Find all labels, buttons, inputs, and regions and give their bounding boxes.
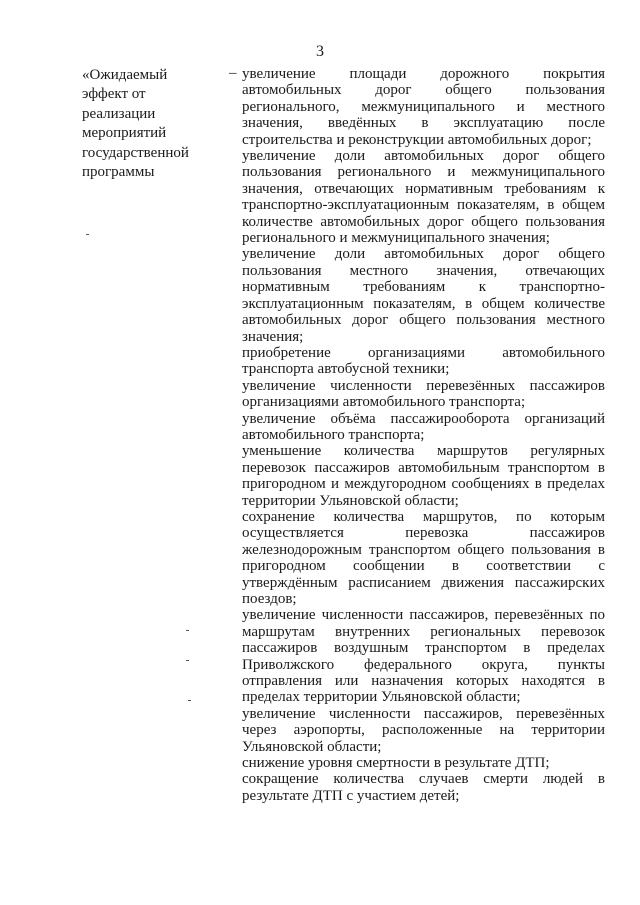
effect-item: приобретение организациями автомобильного транспорта автобусной техники; <box>242 344 605 378</box>
effect-item: увеличение численности пассажиров, перевезённых по маршрутам внутренних региональных перевозок пассажиров воздушным транспортом в пределах Приволжского федерального округа, пункты отправления или назначения которых находятся в пределах территории Ульяновской области; <box>242 607 605 706</box>
effect-item: снижение уровня смертности в результате ДТП; <box>242 755 550 772</box>
effect-item: сохранение количества маршрутов, по которым осуществляется перевозка пассажиров железнодорожным транспортом общего пользования в пригородном сообщении в соответствии с утверждённым расписанием движения пассажирских поездов; <box>242 508 605 607</box>
section-label-line: программы <box>82 164 155 181</box>
effect-item: увеличение доли автомобильных дорог общего пользования регионального и межмуниципального значения, отвечающих нормативным требованиям к транспортно-эксплуатационным показателям, в общем количестве автомобильных дорог общего пользования регионального и межмуниципального значения; <box>242 148 605 247</box>
section-label-line: реализации <box>82 105 156 122</box>
effect-item: уменьшение количества маршрутов регулярных перевозок пассажиров автомобильным транспортом в пригородном и междугородном сообщениях в пределах территории Ульяновской области; <box>242 443 605 509</box>
scan-speck <box>86 234 89 235</box>
scan-speck <box>186 660 189 661</box>
effect-item: увеличение объёма пассажирооборота организаций автомобильного транспорта; <box>242 410 605 443</box>
expected-effects-list <box>242 66 605 804</box>
section-label <box>82 66 230 182</box>
page-number: 3 <box>316 43 324 60</box>
scan-speck <box>186 630 189 631</box>
effect-item: увеличение доли автомобильных дорог общего пользования местного значения, отвечающих нормативным требованиям к транспортно-эксплуатационным показателям, в общем количестве автомобильных дорог общего пользования местного значения; <box>242 246 605 345</box>
effect-item: увеличение численности перевезённых пассажиров организациями автомобильного транспорта; <box>242 377 605 411</box>
section-label-line: государственной <box>82 144 189 161</box>
separator-dash: – <box>229 65 237 81</box>
effect-item: сокращение количества случаев смерти людей в результате ДТП с участием детей; <box>242 771 605 804</box>
effect-item: увеличение площади дорожного покрытия автомобильных дорог общего пользования регионального, межмуниципального и местного значения, введённых в эксплуатацию после строительства и реконструкции автомобильных дорог; <box>242 66 605 148</box>
effect-item: увеличение численности пассажиров, перевезённых через аэропорты, расположенные на территории Ульяновской области; <box>242 705 605 755</box>
section-label-line: «Ожидаемый <box>82 67 168 83</box>
section-label-line: мероприятий <box>82 125 167 142</box>
section-label-line: эффект от <box>82 86 146 103</box>
scan-speck <box>188 700 191 701</box>
